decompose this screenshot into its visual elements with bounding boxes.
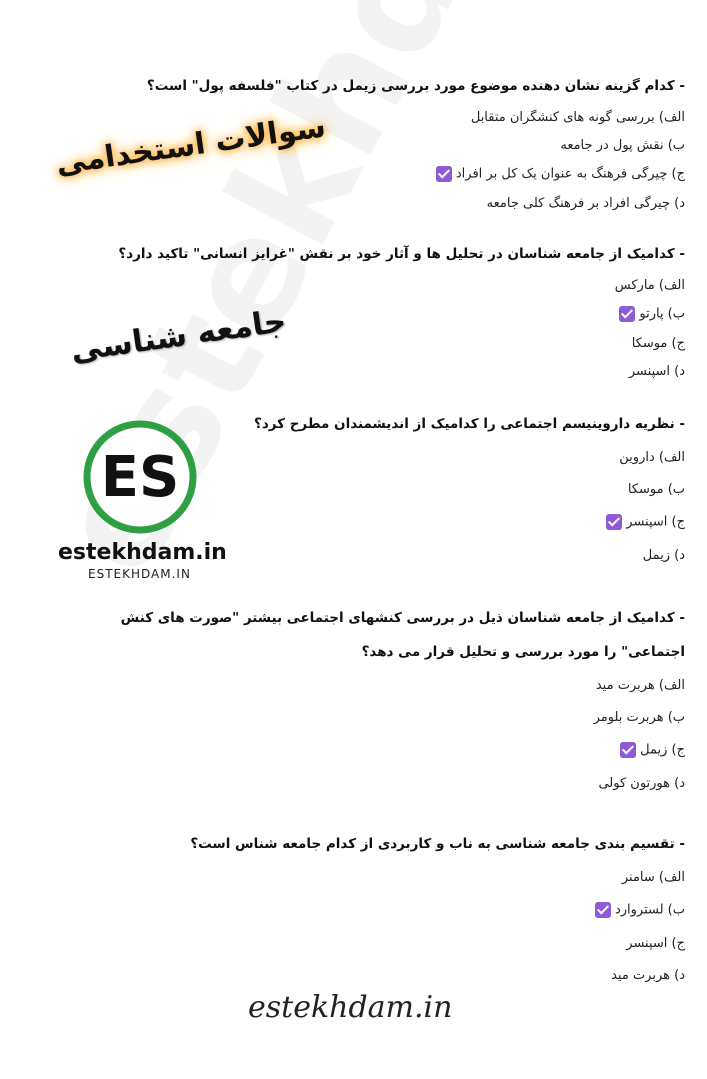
q4-option-a: الف) هربرت مید — [595, 678, 685, 693]
q2-option-a: الف) مارکس — [614, 278, 685, 293]
q3-option-d: د) زیمل — [642, 548, 685, 563]
check-icon — [595, 902, 611, 918]
question-4: - کدامیک از جامعه شناسان ذیل در بررسی کنشهای اجتماعی بیشتر "صورت های کنش — [120, 610, 685, 626]
banner-sociology: جامعه شناسی — [68, 303, 289, 369]
footer-domain: estekhdam.in — [248, 990, 453, 1025]
q2-option-d: د) اسپنسر — [628, 364, 685, 379]
check-icon — [606, 514, 622, 530]
q2-option-c: ج) موسکا — [631, 336, 685, 351]
check-icon — [620, 742, 636, 758]
estekhdam-logo-icon — [83, 420, 197, 534]
question-3: - نظریه داروینیسم اجتماعی را کدامیک از اندیشمندان مطرح کرد؟ — [254, 416, 685, 432]
q4-option-b: ب) هربرت بلومر — [593, 710, 685, 725]
q4-option-c: ج) زیمل — [620, 742, 685, 758]
q5-option-a: الف) سامنر — [621, 870, 685, 885]
q2-option-b: ب) پارتو — [619, 306, 685, 322]
q5-option-c: ج) اسپنسر — [626, 936, 685, 951]
q1-option-c: ج) چیرگی فرهنگ به عنوان یک کل بر افراد — [436, 166, 685, 182]
q5-option-d: د) هربرت مید — [611, 968, 685, 983]
q1-option-b: ب) نقش پول در جامعه — [560, 138, 685, 153]
banner-employment-questions: سوالات استخدامی — [53, 109, 328, 182]
q3-option-c: ج) اسپنسر — [606, 514, 685, 530]
q4-option-d: د) هورتون کولی — [598, 776, 685, 791]
question-2: - کدامیک از جامعه شناسان در تحلیل ها و آثار خود بر نقش "غرایز انسانی" تاکید دارد؟ — [118, 246, 685, 262]
q1-option-d: د) چیرگی افراد بر فرهنگ کلی جامعه — [486, 196, 685, 211]
q3-option-b: ب) موسکا — [627, 482, 685, 497]
q3-option-a: الف) داروین — [619, 450, 685, 465]
check-icon — [619, 306, 635, 322]
check-icon — [436, 166, 452, 182]
q1-option-a: الف) بررسی گونه های کنشگران متقابل — [470, 110, 685, 125]
question-5: - تقسیم بندی جامعه شناسی به ناب و کاربردی از کدام جامعه شناس است؟ — [190, 836, 685, 852]
logo-letters: ES — [100, 445, 180, 510]
question-1: - کدام گزینه نشان دهنده موضوع مورد بررسی زیمل در کتاب "فلسفه پول" است؟ — [146, 78, 685, 94]
q5-option-b: ب) لستروارد — [595, 902, 685, 918]
logo-domain: estekhdam.in — [58, 540, 227, 565]
question-4-line-2: اجتماعی" را مورد بررسی و تحلیل قرار می دهد؟ — [361, 644, 685, 660]
logo-domain-caps: ESTEKHDAM.IN — [88, 567, 191, 581]
